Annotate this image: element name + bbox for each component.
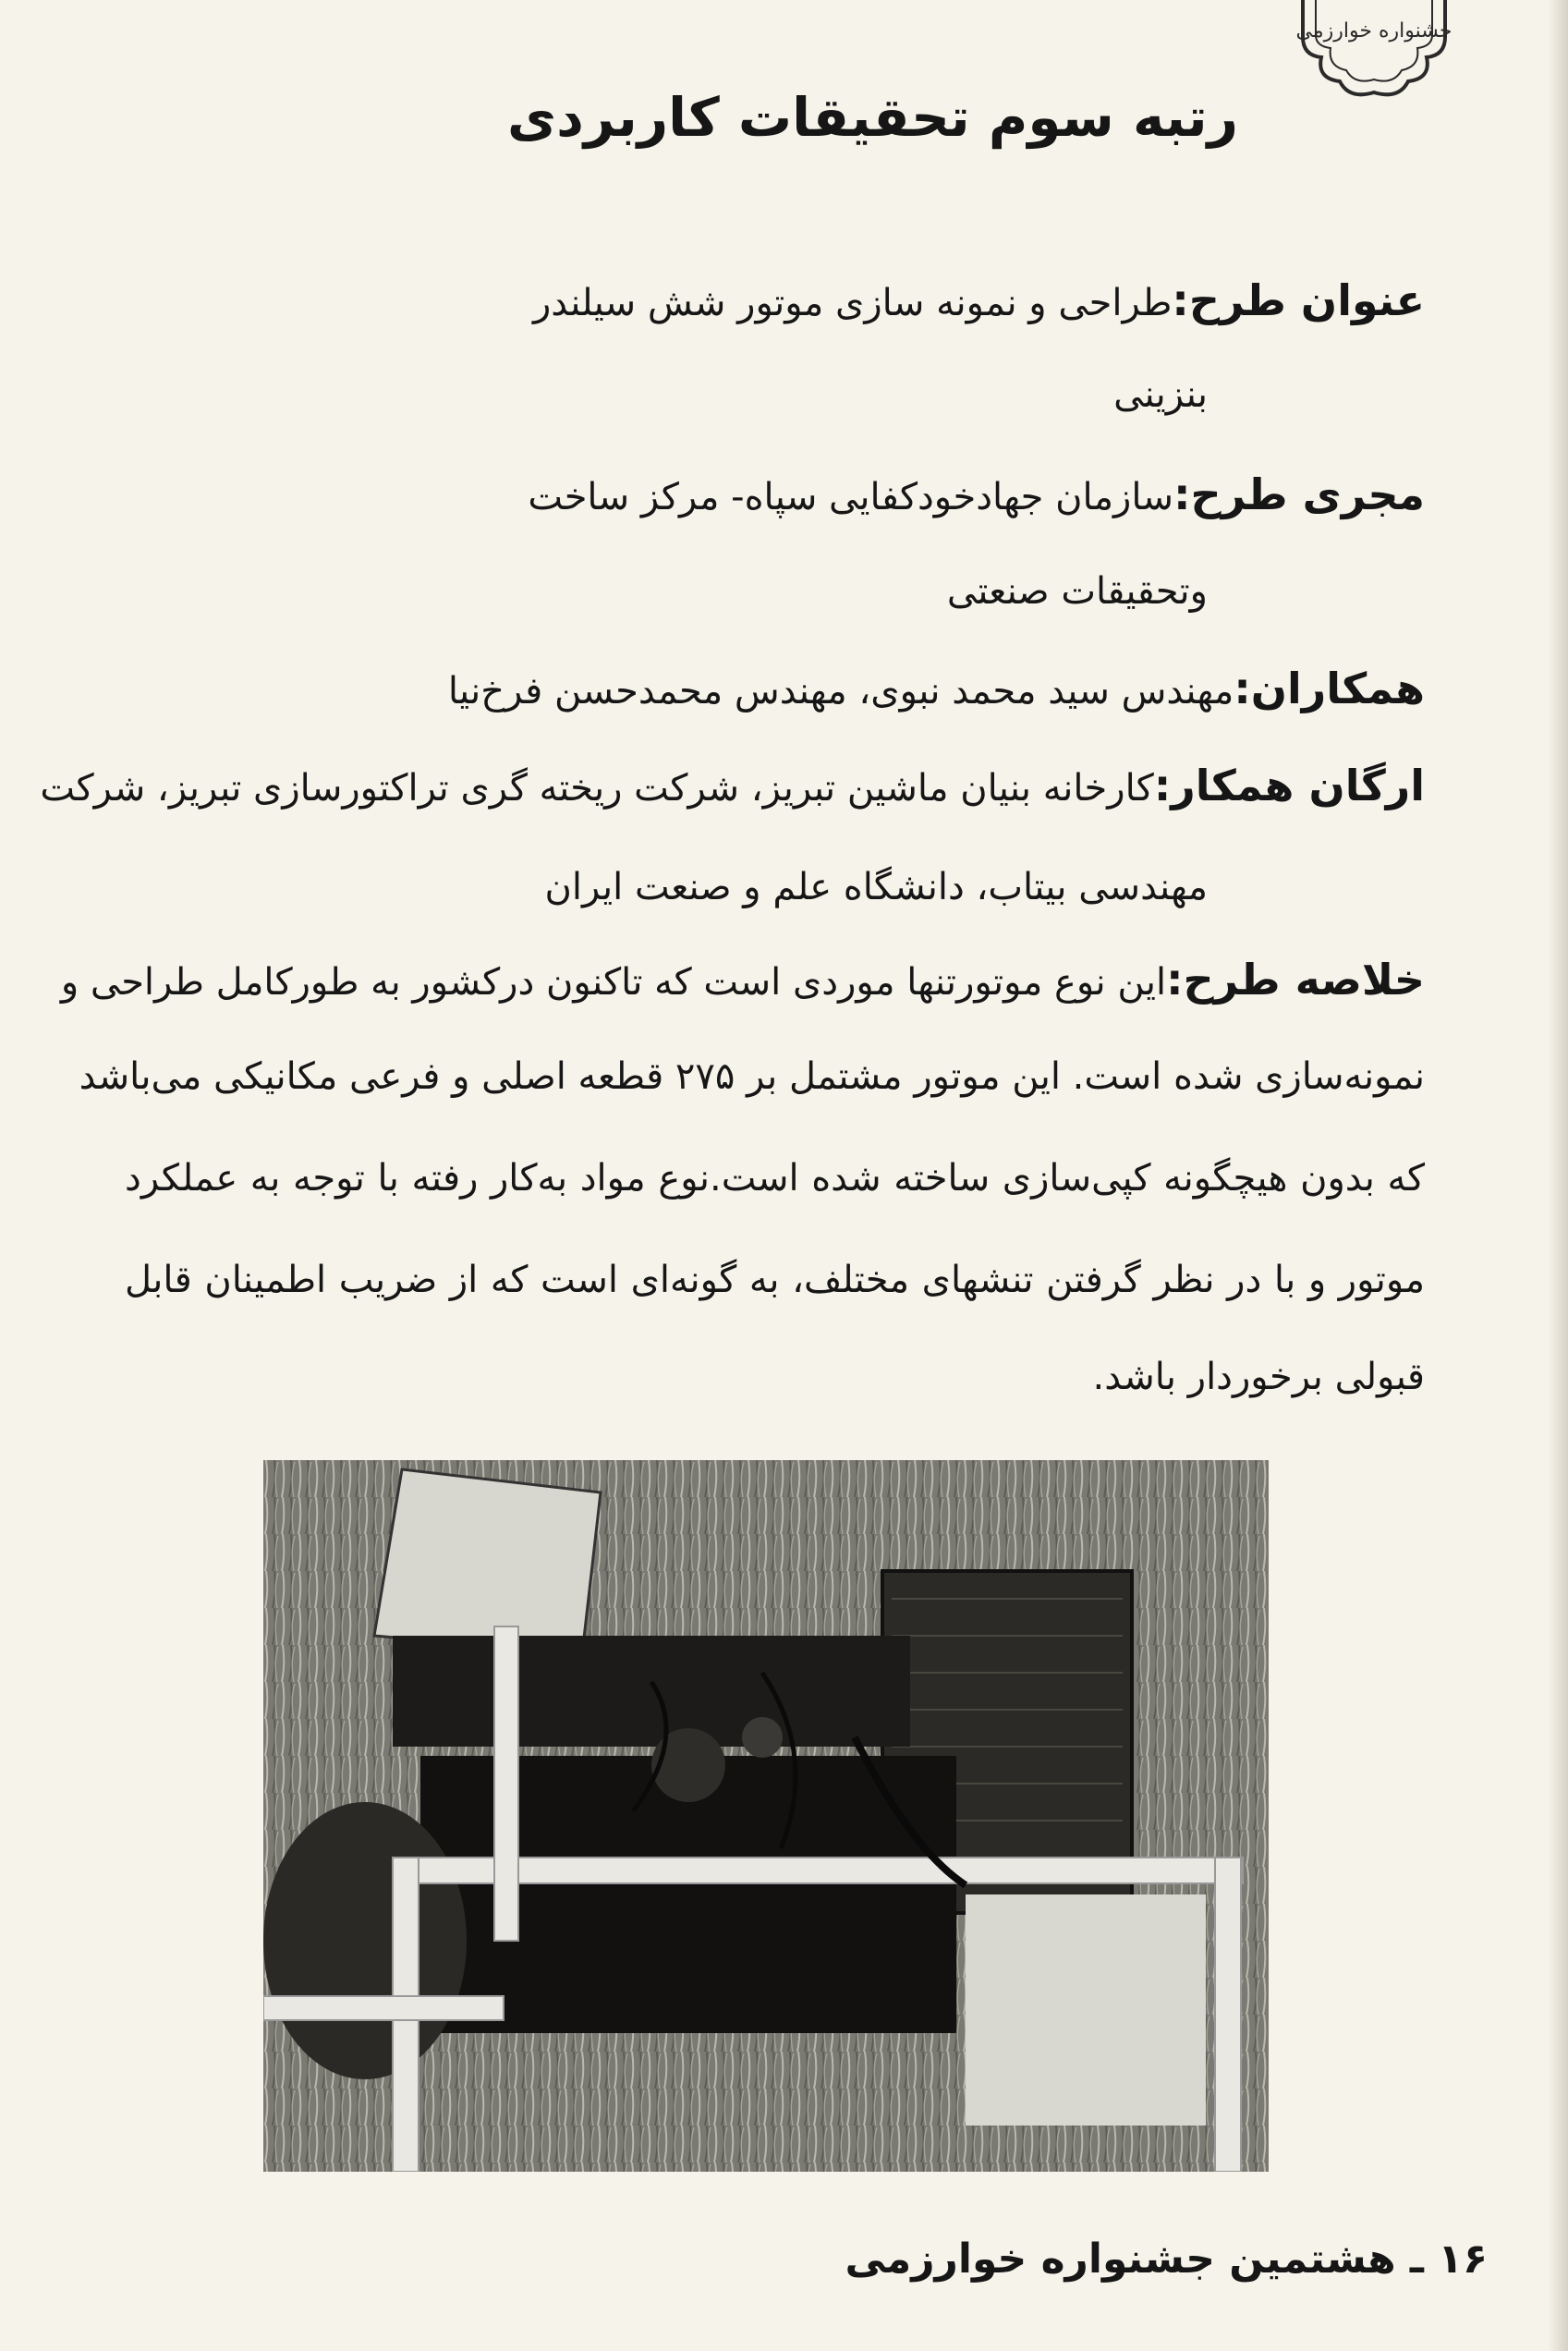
page-title: رتبه سوم تحقیقات کاربردی (507, 86, 1238, 149)
festival-seal-logo (1284, 0, 1465, 102)
summary-line: نمونه‌سازی شده است. این موتور مشتمل بر ۲۷۵ قطعه اصلی و فرعی مکانیکی می‌باشد (79, 1055, 1425, 1098)
collaborators-text: مهندس سید محمد نبوی، مهندس محمدحسن فرخ‌نیا (447, 670, 1234, 713)
partner-orgs-label: ارگان همکار: (1153, 761, 1425, 810)
executor-continuation: وتحقیقات صنعتی (946, 570, 1208, 613)
summary-line: که بدون هیچگونه کپی‌سازی ساخته شده است.نوع مواد به‌کار رفته با توجه به عملکرد (125, 1157, 1425, 1200)
collaborators-line (224, 656, 1425, 721)
summary-line (60, 947, 1425, 1012)
page-edge-shadow (1548, 0, 1568, 2351)
summary-line: قبولی برخوردار باشد. (1092, 1356, 1425, 1398)
executor-line (224, 462, 1425, 527)
engine-photo-illustration (263, 1460, 1269, 2172)
partner-orgs-continuation: مهندسی بیتاب، دانشگاه علم و صنعت ایران (544, 866, 1208, 908)
project-title-continuation: بنزینی (1113, 373, 1208, 416)
project-title-text: طراحی و نمونه سازی موتور شش سیلندر (532, 282, 1173, 324)
partner-orgs-line (40, 753, 1425, 818)
collaborators-label: همکاران: (1234, 664, 1425, 713)
summary-text: این نوع موتورتنها موردی است که تاکنون درکشور به طورکامل طراحی و (60, 961, 1167, 1004)
executor-text: سازمان جهادخودکفایی سپاه- مرکز ساخت (528, 476, 1174, 518)
partner-orgs-text: کارخانه بنیان ماشین تبریز، شرکت ریخته گری تراکتورسازی تبریز، شرکت (40, 767, 1154, 810)
project-title-label: عنوان طرح: (1172, 275, 1425, 325)
svg-text:جشنواره خوارزمی: جشنواره خوارزمی (1295, 19, 1453, 43)
page-footer: ۱۶ ـ هشتمین جشنواره خوارزمی (845, 2235, 1488, 2283)
project-title-line (224, 268, 1425, 333)
executor-label: مجری طرح: (1173, 469, 1425, 519)
engine-photo (263, 1460, 1269, 2172)
summary-line: موتور و با در نظر گرفتن تنشهای مختلف، به گونه‌ای است که از ضریب اطمینان قابل (125, 1259, 1425, 1301)
summary-label: خلاصه طرح: (1166, 955, 1425, 1005)
